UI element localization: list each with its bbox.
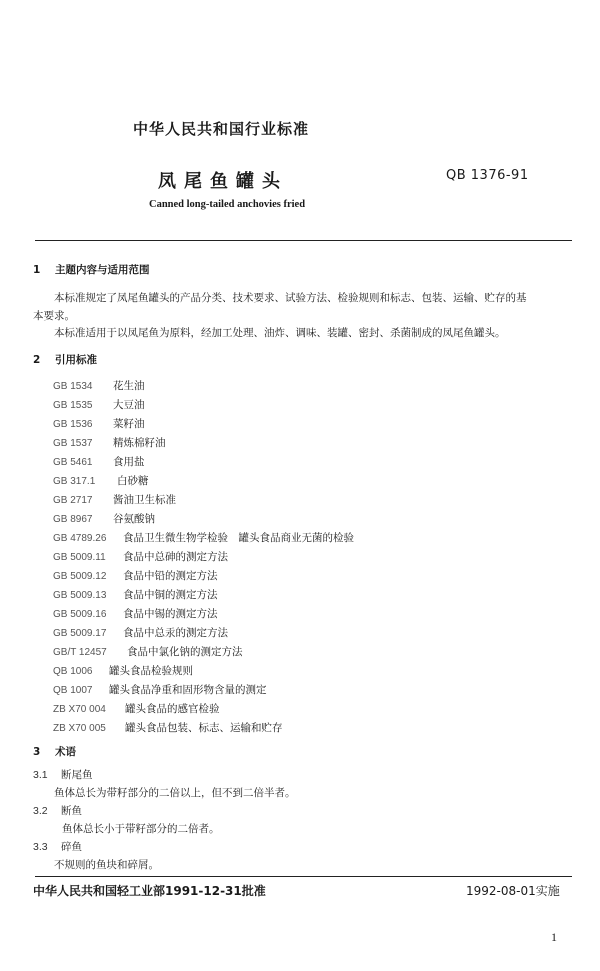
reference-name: 花生油 <box>113 380 145 392</box>
page-number: 1 <box>551 930 557 944</box>
section-2-heading <box>33 352 97 367</box>
section-2-title: 引用标准 <box>55 354 97 366</box>
reference-item <box>53 454 145 469</box>
reference-code: GB/T 12457 <box>53 647 107 658</box>
reference-code: GB 1534 <box>53 381 93 392</box>
reference-item <box>53 644 243 659</box>
reference-item <box>53 378 145 393</box>
reference-name: 罐头食品的感官检验 <box>125 703 220 715</box>
term-definition: 鱼体总长为带籽部分的二倍以上，但不到二倍半者。 <box>54 787 296 799</box>
section-3-title: 术语 <box>55 746 76 758</box>
header-divider <box>35 240 572 241</box>
section-3-number: 3 <box>33 746 41 758</box>
term-name: 碎鱼 <box>61 841 82 853</box>
document-title-cn: 凤尾鱼罐头 <box>158 171 288 192</box>
reference-item <box>53 625 228 640</box>
section-1-para-2: 本标准适用于以凤尾鱼为原料，经加工处理、油炸、调味、装罐、密封、杀菌制成的凤尾鱼罐头。 <box>54 327 506 339</box>
term-3-1 <box>33 767 93 782</box>
reference-code: ZB X70 004 <box>53 704 106 715</box>
reference-name: 大豆油 <box>113 399 145 411</box>
standard-code: QB 1376-91 <box>446 168 529 183</box>
reference-code: GB 8967 <box>53 514 93 525</box>
reference-name: 精炼棉籽油 <box>113 437 166 449</box>
reference-item <box>53 416 145 431</box>
reference-item <box>53 701 220 716</box>
reference-name: 食品中总砷的测定方法 <box>123 551 228 563</box>
reference-name: 食品中总汞的测定方法 <box>123 627 228 639</box>
section-2-number: 2 <box>33 354 41 366</box>
document-title-en: Canned long-tailed anchovies fried <box>149 199 306 210</box>
reference-code: GB 5009.16 <box>53 609 107 620</box>
term-definition: 不规则的鱼块和碎屑。 <box>54 859 159 871</box>
section-1-para-1-line-2: 本要求。 <box>33 310 75 322</box>
term-name: 断尾鱼 <box>61 769 93 781</box>
reference-name: 食品中氯化钠的测定方法 <box>127 646 243 658</box>
reference-name: 食用盐 <box>113 456 145 468</box>
reference-name: 白砂糖 <box>117 475 149 487</box>
term-3-2 <box>33 803 82 818</box>
reference-code: ZB X70 005 <box>53 723 106 734</box>
reference-item <box>53 511 155 526</box>
reference-item <box>53 549 228 564</box>
reference-item <box>53 492 176 507</box>
reference-item <box>53 397 145 412</box>
reference-name: 罐头食品包装、标志、运输和贮存 <box>125 722 283 734</box>
footer-divider <box>35 876 572 877</box>
reference-code: GB 1535 <box>53 400 93 411</box>
reference-item <box>53 587 218 602</box>
section-1-para-1-line-1: 本标准规定了凤尾鱼罐头的产品分类、技术要求、试验方法、检验规则和标志、包装、运输、贮存的基 <box>54 292 527 304</box>
reference-code: GB 5009.11 <box>53 552 106 563</box>
reference-code: GB 317.1 <box>53 476 96 487</box>
reference-code: GB 2717 <box>53 495 93 506</box>
reference-code: GB 1536 <box>53 419 93 430</box>
section-3-heading <box>33 744 76 759</box>
reference-name: 食品中铜的测定方法 <box>123 589 218 601</box>
reference-name: 食品中锡的测定方法 <box>123 608 218 620</box>
reference-item <box>53 663 193 678</box>
reference-code: QB 1007 <box>53 685 93 696</box>
term-3-3 <box>33 839 82 854</box>
standard-type-heading: 中华人民共和国行业标准 <box>133 120 310 138</box>
reference-code: GB 5009.17 <box>53 628 107 639</box>
reference-code: GB 1537 <box>53 438 93 449</box>
reference-code: QB 1006 <box>53 666 93 677</box>
reference-item <box>53 606 218 621</box>
reference-name: 谷氨酸钠 <box>113 513 155 525</box>
term-definition: 鱼体总长小于带籽部分的二倍者。 <box>62 823 220 835</box>
term-name: 断鱼 <box>61 805 82 817</box>
reference-name: 酱油卫生标准 <box>113 494 176 506</box>
reference-name: 菜籽油 <box>113 418 145 430</box>
reference-code: GB 4789.26 <box>53 533 107 544</box>
reference-name: 罐头食品净重和固形物含量的测定 <box>109 684 267 696</box>
term-number: 3.1 <box>33 769 48 781</box>
reference-code: GB 5461 <box>53 457 93 468</box>
reference-item <box>53 435 166 450</box>
effective-date: 1992-08-01实施 <box>466 884 560 898</box>
reference-item <box>53 720 283 735</box>
section-1-heading <box>33 262 150 277</box>
reference-name: 食品卫生微生物学检验 罐头食品商业无菌的检验 <box>123 532 354 544</box>
approval-authority: 中华人民共和国轻工业部1991-12-31批准 <box>33 884 266 898</box>
reference-item <box>53 682 267 697</box>
reference-code: GB 5009.12 <box>53 571 107 582</box>
reference-item <box>53 530 354 545</box>
term-number: 3.3 <box>33 841 48 853</box>
reference-name: 罐头食品检验规则 <box>109 665 193 677</box>
reference-item <box>53 568 218 583</box>
reference-item <box>53 473 149 488</box>
section-1-title: 主题内容与适用范围 <box>55 264 150 276</box>
reference-code: GB 5009.13 <box>53 590 107 601</box>
reference-name: 食品中铅的测定方法 <box>123 570 218 582</box>
term-number: 3.2 <box>33 805 48 817</box>
section-1-number: 1 <box>33 264 41 276</box>
